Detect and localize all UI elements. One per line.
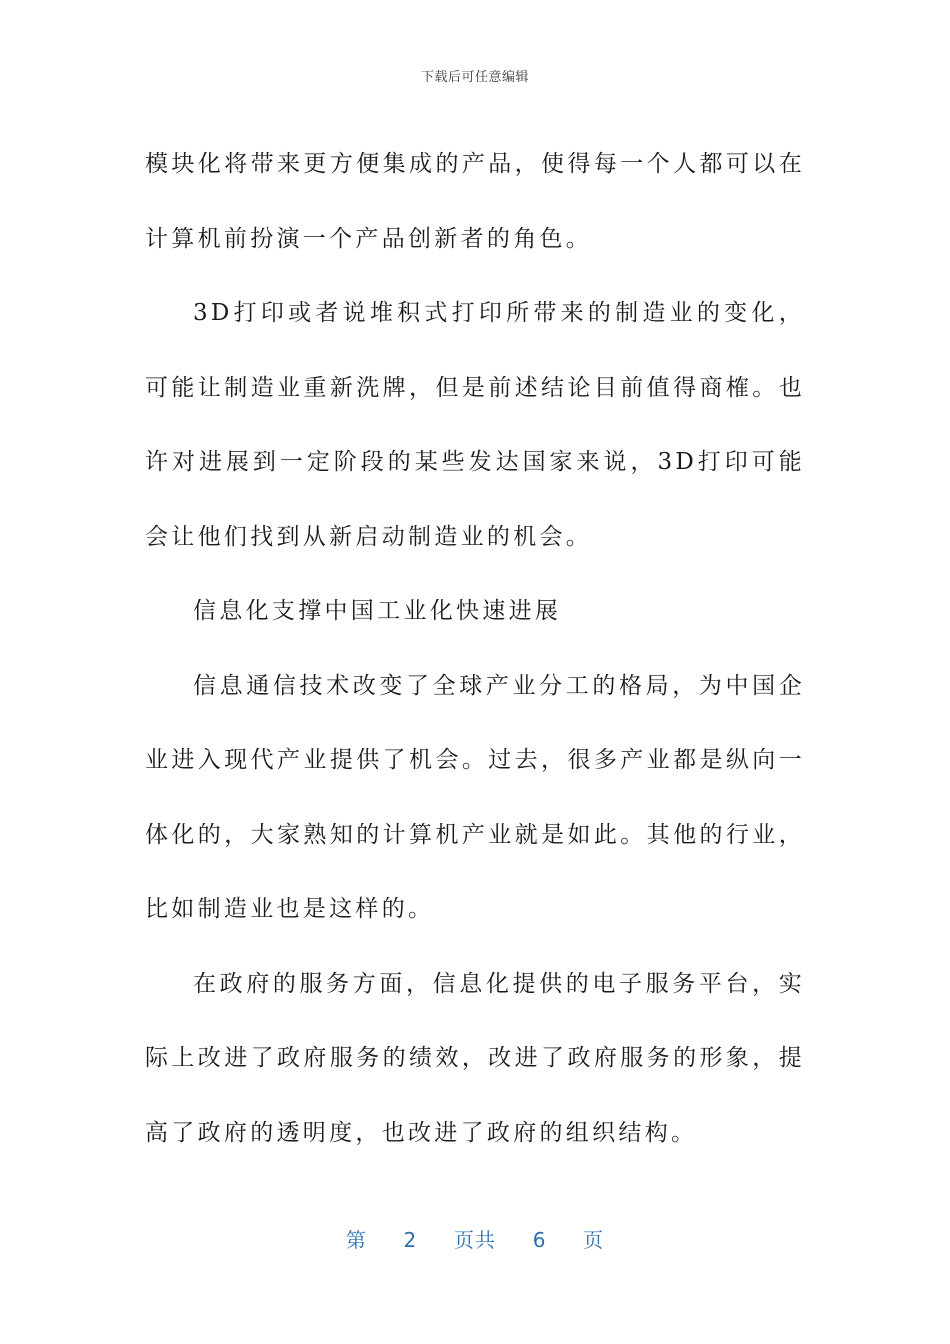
paragraph-3: 信息通信技术改变了全球产业分工的格局，为中国企业进入现代产业提供了机会。过去，很多产业都是纵向一体化的，大家熟知的计算机产业就是如此。其他的行业，比如制造业也是这样的。 xyxy=(145,672,805,922)
header-note: 下载后可任意编辑 xyxy=(420,70,529,85)
footer-suffix: 页 xyxy=(583,1228,605,1252)
page-footer xyxy=(0,1224,950,1253)
footer-total-pages: 6 xyxy=(532,1228,547,1252)
paragraph-1: 模块化将带来更方便集成的产品，使得每一个人都可以在计算机前扮演一个产品创新者的角色。 xyxy=(145,151,805,252)
paragraph-4: 在政府的服务方面，信息化提供的电子服务平台，实际上改进了政府服务的绩效，改进了政府服务的形象，提高了政府的透明度，也改进了政府的组织结构。 xyxy=(145,970,805,1146)
section-heading: 信息化支撑中国工业化快速进展 xyxy=(193,598,562,624)
footer-middle: 页共 xyxy=(454,1228,496,1252)
footer-current-page: 2 xyxy=(403,1228,418,1252)
paragraph-2: 3D打印或者说堆积式打印所带来的制造业的变化，可能让制造业重新洗牌，但是前述结论目前值得商榷。也许对进展到一定阶段的某些发达国家来说，3D打印可能会让他们找到从新启动制造业的机会。 xyxy=(145,300,805,550)
footer-prefix: 第 xyxy=(345,1228,367,1252)
document-body xyxy=(145,127,805,1170)
